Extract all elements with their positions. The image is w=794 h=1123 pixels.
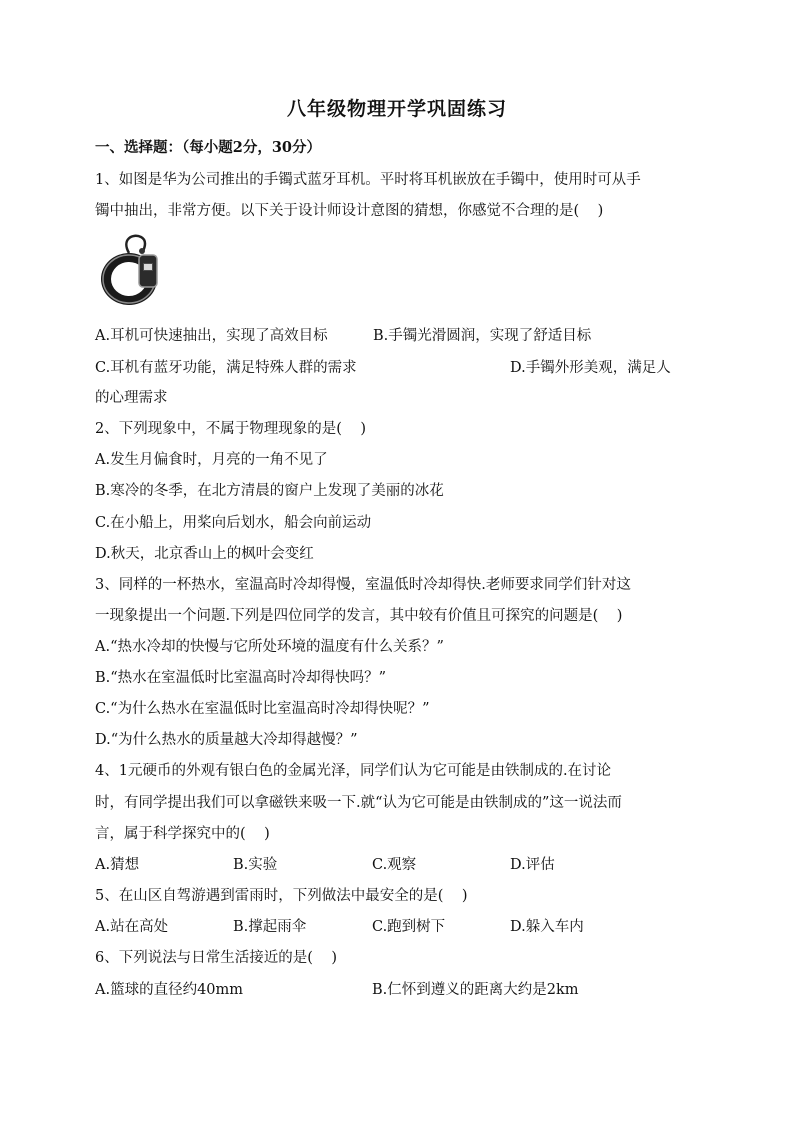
q3-stem-line2: 一现象提出一个问题.下列是四位同学的发言，其中较有价值且可探究的问题是( ): [95, 608, 623, 624]
q1-option-a: A.耳机可快速抽出，实现了高效目标: [95, 328, 328, 344]
q4-option-c: C.观察: [372, 857, 417, 873]
q4-option-b: B.实验: [233, 857, 278, 873]
q1-stem-line2: 镯中抽出，非常方便。以下关于设计师设计意图的猜想，你感觉不合理的是( ): [95, 203, 604, 219]
q3-option-a: A.“热水冷却的快慢与它所处环境的温度有什么关系？”: [95, 639, 444, 655]
q5-option-c: C.跑到树下: [372, 919, 446, 935]
q1-option-b: B.手镯光滑圆润，实现了舒适目标: [373, 328, 592, 344]
q4-option-a: A.猜想: [95, 857, 140, 873]
q2-stem: 2、下列现象中，不属于物理现象的是( ): [95, 421, 366, 437]
q5-option-a: A.站在高处: [95, 919, 169, 935]
q4-option-d: D.评估: [510, 857, 555, 873]
page-title: 八年级物理开学巩固练习: [286, 98, 507, 120]
q6-option-b: B.仁怀到遵义的距离大约是2km: [372, 982, 579, 998]
q2-option-c: C.在小船上，用桨向后划水，船会向前运动: [95, 515, 372, 531]
q1-option-d: D.手镯外形美观，满足人: [510, 360, 671, 376]
q2-option-b: B.寒冷的冬季，在北方清晨的窗户上发现了美丽的冰花: [95, 483, 444, 499]
q5-option-d: D.躲入车内: [510, 919, 584, 935]
q2-option-d: D.秋天，北京香山上的枫叶会变红: [95, 546, 314, 562]
q1-option-c: C.耳机有蓝牙功能，满足特殊人群的需求: [95, 360, 357, 376]
q2-option-a: A.发生月偏食时，月亮的一角不见了: [95, 452, 328, 468]
q3-option-d: D.“为什么热水的质量越大冷却得越慢？”: [95, 732, 358, 748]
section-heading: 一、选择题：（每小题2分，30分）: [95, 139, 322, 156]
q3-option-b: B.“热水在室温低时比室温高时冷却得快吗？”: [95, 670, 387, 686]
q5-option-b: B.撑起雨伞: [233, 919, 307, 935]
q4-stem-line3: 言，属于科学探究中的( ): [95, 826, 270, 842]
q6-stem: 6、下列说法与日常生活接近的是( ): [95, 950, 337, 966]
q3-option-c: C.“为什么热水在室温低时比室温高时冷却得快呢？”: [95, 701, 430, 717]
q6-option-a: A.篮球的直径约40mm: [95, 982, 244, 998]
q1-option-d-cont: 的心理需求: [95, 390, 168, 406]
q3-stem-line1: 3、同样的一杯热水，室温高时冷却得慢，室温低时冷却得快.老师要求同学们针对这: [95, 577, 631, 593]
q4-stem-line2: 时，有同学提出我们可以拿磁铁来吸一下.就“认为它可能是由铁制成的”这一说法而: [95, 795, 622, 811]
bracelet-earphone-image: [99, 229, 163, 311]
q1-stem-line1: 1、如图是华为公司推出的手镯式蓝牙耳机。平时将耳机嵌放在手镯中，使用时可从手: [95, 172, 641, 188]
q4-stem-line1: 4、1元硬币的外观有银白色的金属光泽，同学们认为它可能是由铁制成的.在讨论: [95, 763, 612, 779]
q5-stem: 5、在山区自驾游遇到雷雨时，下列做法中最安全的是( ): [95, 888, 468, 904]
